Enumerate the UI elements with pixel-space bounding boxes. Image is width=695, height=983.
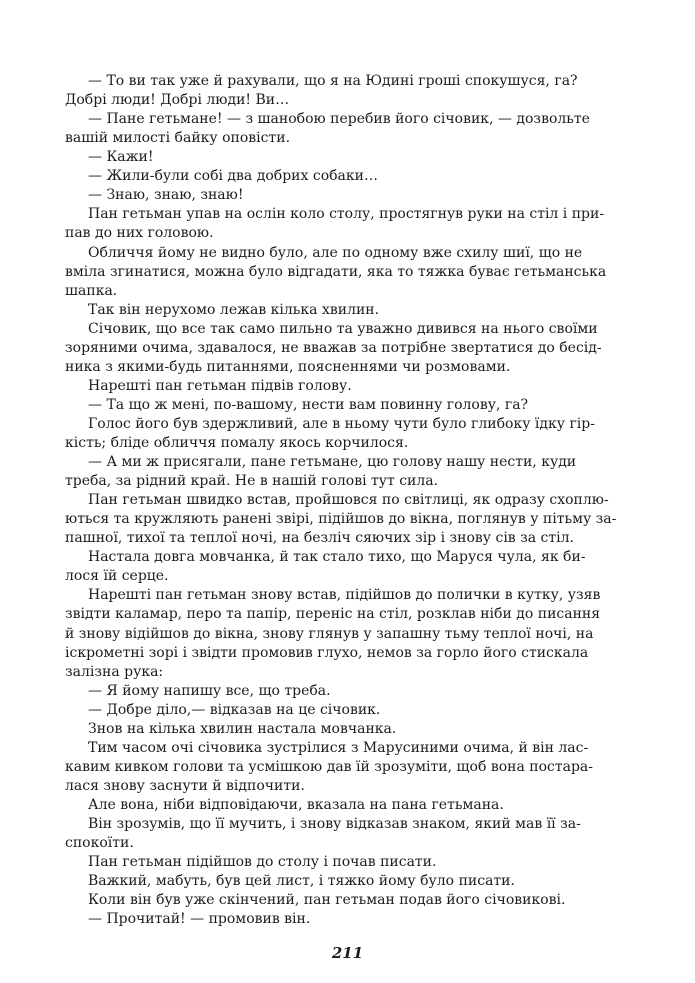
text-line: Важкий, мабуть, був цей лист, і тяжко йому було писати. (88, 873, 515, 890)
text-line: — Пане гетьмане! — з шанобою перебив його січовик, — дозвольте (88, 111, 590, 128)
text-line: й знову відійшов до вікна, знову глянув у запашну тьму теплої ночі, на (65, 625, 594, 642)
text-line: — Та що ж мені, по-вашому, нести вам повинну голову, га? (88, 396, 529, 413)
page-number: 211 (331, 944, 364, 962)
text-line: Пан гетьман підійшов до столу і почав писати. (88, 854, 437, 871)
text-line: вміла згинатися, можна було відгадати, яка то тяжка буває гетьманська (65, 263, 607, 280)
text-line: Але вона, ніби відповідаючи, вказала на пана гетьмана. (88, 796, 504, 813)
text-line: — Прочитай! — промовив він. (88, 911, 311, 928)
text-line: звідти каламар, перо та папір, переніс на стіл, розклав ніби до писання (65, 606, 601, 623)
text-line: ника з якими-будь питаннями, поясненнями чи розмовами. (65, 358, 511, 375)
text-line: Тим часом очі січовика зустрілися з Марусиними очима, й він лас- (88, 739, 589, 756)
text-line: лося їй серце. (65, 568, 169, 585)
text-line: Добрі люди! Добрі люди! Ви… (65, 92, 290, 108)
text-line: зоряними очима, здавалося, не вважав за потрібне звертатися до бесід- (65, 339, 602, 356)
text-line: Нарешті пан гетьман знову встав, підійшов до полички в кутку, узяв (88, 587, 601, 604)
text-line: Настала довга мовчанка, й так стало тихо, що Маруся чула, як би- (88, 549, 586, 566)
text-line: залізна рука: (65, 663, 164, 680)
text-line: кість; бліде обличчя помалу якось корчилося. (65, 434, 409, 451)
text-line: ються та кружляють ранені звірі, підійшов до вікна, поглянув у пітьму за- (65, 511, 617, 528)
text-line: спокоїти. (65, 835, 134, 851)
text-line: Січовик, що все так само пильно та уважно дивився на нього своїми (88, 320, 598, 337)
text-line: — А ми ж присягали, пане гетьмане, цю голову нашу нести, куди (88, 454, 577, 470)
text-line: — Жили-були собі два добрих собаки… (88, 168, 378, 185)
text-line: Обличчя йому не видно було, але по одному вже схилу шиї, що не (88, 244, 583, 261)
text-line: іскрометні зорі і звідти промовив глухо, немов за горло його стискала (65, 644, 589, 661)
text-line: треба, за рідний край. Не в нашій голові тут сила. (65, 473, 439, 490)
text-line: Знов на кілька хвилин настала мовчанка. (88, 720, 397, 737)
text-line: — Кажи! (88, 149, 154, 166)
text-line: — То ви так уже й рахували, що я на Юдині гроші спокушуся, га? (88, 73, 578, 89)
text-line: вашій милості байку оповісти. (65, 130, 291, 147)
text-line: Голос його був здержливий, але в ньому чути було глибоку їдку гір- (88, 415, 595, 432)
text-line: Він зрозумів, що її мучить, і знову відказав знаком, який мав її за- (88, 816, 581, 832)
text-line: — Добре діло,— відказав на це січовик. (88, 701, 381, 718)
text-line: — Я йому напишу все, що треба. (88, 682, 331, 699)
text-line: Пан гетьман швидко встав, пройшовся по світлиці, як одразу схоплю- (88, 492, 609, 509)
text-line: — Знаю, знаю, знаю! (88, 187, 244, 204)
text-line: кавим кивком голови та усмішкою дав їй зрозуміти, щоб вона постара- (65, 758, 593, 775)
text-line: пашної, тихої та теплої ночі, на безліч сяючих зір і знову сів за стіл. (65, 530, 574, 547)
text-line: Нарешті пан гетьман підвів голову. (88, 377, 352, 394)
text-line: Пан гетьман упав на ослін коло столу, простягнув руки на стіл і при- (88, 206, 605, 223)
text-line: лася знову заснути й відпочити. (65, 777, 305, 794)
text-line: Так він нерухомо лежав кілька хвилин. (88, 301, 380, 318)
text-line: пав до них головою. (65, 225, 214, 242)
text-line: шапка. (65, 282, 118, 299)
text-line: Коли він був уже скінчений, пан гетьман подав його січовикові. (88, 892, 566, 909)
